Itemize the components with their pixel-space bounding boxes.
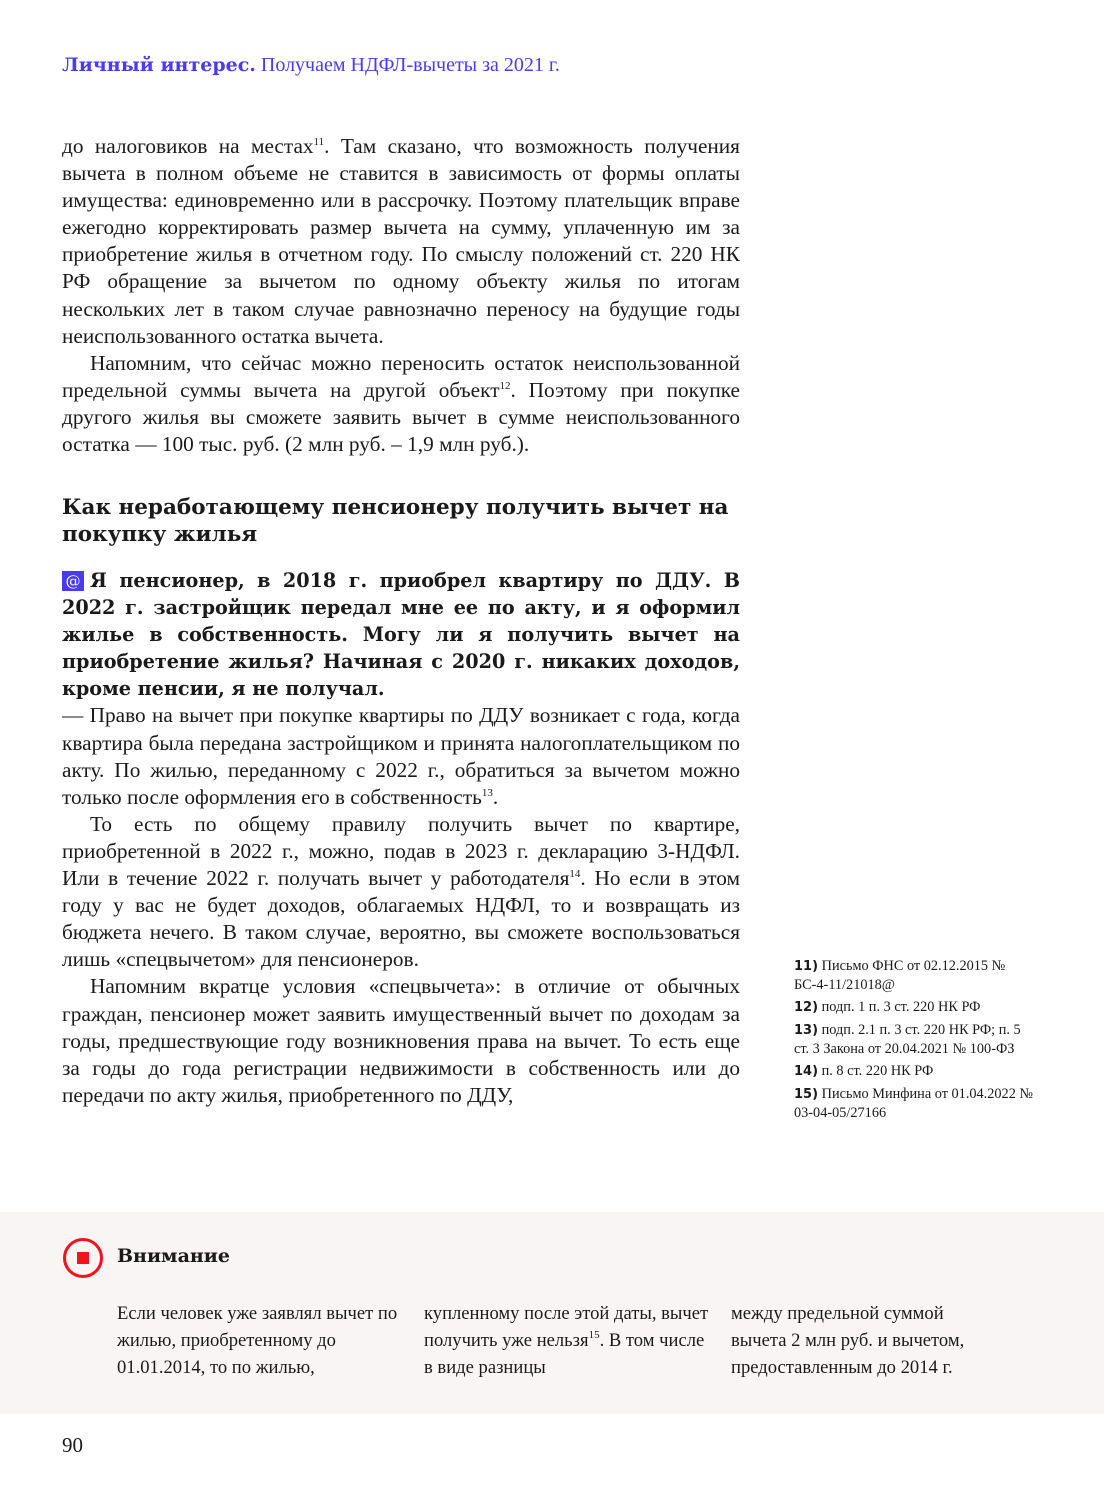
answer-paragraph: То есть по общему правилу получить вычет по квартире, приобретенной в 2022 г., можно, подав в 2023 г. декларацию 3-НДФЛ. Или в течение 2022 г. получать вычет у работодателя$^{14}$. Но если в этом году у вас не будет доходов, облагаемых НДФЛ, то и возвращать из бюджета нечего. В таком случае, вероятно, вы сможете воспользоваться лишь «спецвычетом» для пенсионеров. bbox=[62, 811, 740, 972]
page-number: 90 bbox=[62, 1433, 83, 1457]
attention-col-3: между предельной суммой вычета 2 млн руб. и вычетом, предоставленным до 2014 г. bbox=[731, 1303, 965, 1378]
intro-text bbox=[62, 133, 740, 458]
header-title: Получаем НДФЛ-вычеты за 2021 г. bbox=[260, 54, 560, 76]
section-heading: Как неработающему пенсионеру получить вычет на покупку жилья bbox=[62, 495, 729, 547]
footnote-ref: 14 bbox=[569, 868, 581, 881]
answer-paragraph: — Право на вычет при покупке квартиры по ДДУ возникает с года, когда квартира была передана застройщиком и принята налогоплательщиком по акту. По жилью, переданному с 2022 г., обратиться за вычетом можно только после оформления его в собственность$^{13}$. bbox=[62, 703, 740, 809]
at-icon: @ bbox=[62, 571, 84, 591]
footnote-ref: 15 bbox=[588, 1329, 600, 1341]
question: @ Я пенсионер, в 2018 г. приобрел квартиру по ДДУ. В 2022 г. застройщик передал мне ее по акту, и я оформил жилье в собственность. Могу ли я получить вычет на приобретение жилья? Начиная с 2020 г. никаких доходов, кроме пенсии, я не получал. bbox=[62, 569, 740, 701]
footnote: 11) Письмо ФНС от 02.12.2015 № БС-4-11/21018@ bbox=[794, 958, 1006, 993]
footnote: 14) п. 8 ст. 220 НК РФ bbox=[794, 1063, 934, 1079]
footnote-ref: 11 bbox=[313, 136, 325, 148]
qa-text bbox=[62, 567, 740, 1109]
paragraph: до налоговиков на местах$^{11}$. Там сказано, что возможность получения вычета в полном объеме не ставится в зависимость от формы оплаты имущества: единовременно или в рассрочку. Поэтому плательщик вправе ежегодно корректировать размер вычета на сумму, уплаченную им за приобретение жилья в отчетном году. По смыслу положений ст. 220 НК РФ обращение за вычетом по одному объекту жилья по итогам нескольких лет в таком случае равнозначно переносу на будущие годы неиспользованного остатка вычета. bbox=[62, 134, 740, 348]
footnote: 13) подп. 2.1 п. 3 ст. 220 НК РФ; п. 5 ст. 3 Закона от 20.04.2021 № 100-ФЗ bbox=[794, 1022, 1021, 1057]
paragraph: Напомним, что сейчас можно переносить остаток неиспользованной предельной суммы вычета на другой объект$^{12}$. Поэтому при покупке другого жилья вы сможете заявить вычет в сумме неиспользованного остатка — 100 тыс. руб. (2 млн руб. – 1,9 млн руб.). bbox=[62, 350, 740, 457]
stop-icon bbox=[63, 1238, 103, 1278]
attention-title: Внимание bbox=[117, 1245, 230, 1267]
answer-paragraph: Напомним вкратце условия «спецвычета»: в отличие от обычных граждан, пенсионер может заявить имущественный вычет по доходам за годы, предшествующие году возникновения права на вычет. То есть еще за годы до года регистрации недвижимости в собственность или до передачи по акту жилья, приобретенного по ДДУ, bbox=[62, 974, 740, 1107]
running-header bbox=[62, 54, 560, 77]
footnote: 12) подп. 1 п. 3 ст. 220 НК РФ bbox=[794, 999, 981, 1015]
attention-col-2: купленному после этой даты, вычет получить уже нельзя$^{15}$. В том числе в виде разницы bbox=[424, 1303, 709, 1378]
footnote: 15) Письмо Минфина от 01.04.2022 № 03-04-05/27166 bbox=[794, 1086, 1034, 1121]
attention-col-1: Если человек уже заявлял вычет по жилью, приобретенному до 01.01.2014, то по жилью, bbox=[117, 1303, 398, 1378]
footnote-ref: 12 bbox=[499, 379, 511, 392]
footnotes bbox=[794, 957, 1034, 1126]
footnote-ref: 13 bbox=[481, 786, 493, 799]
header-section: Личный интерес. bbox=[62, 54, 256, 76]
